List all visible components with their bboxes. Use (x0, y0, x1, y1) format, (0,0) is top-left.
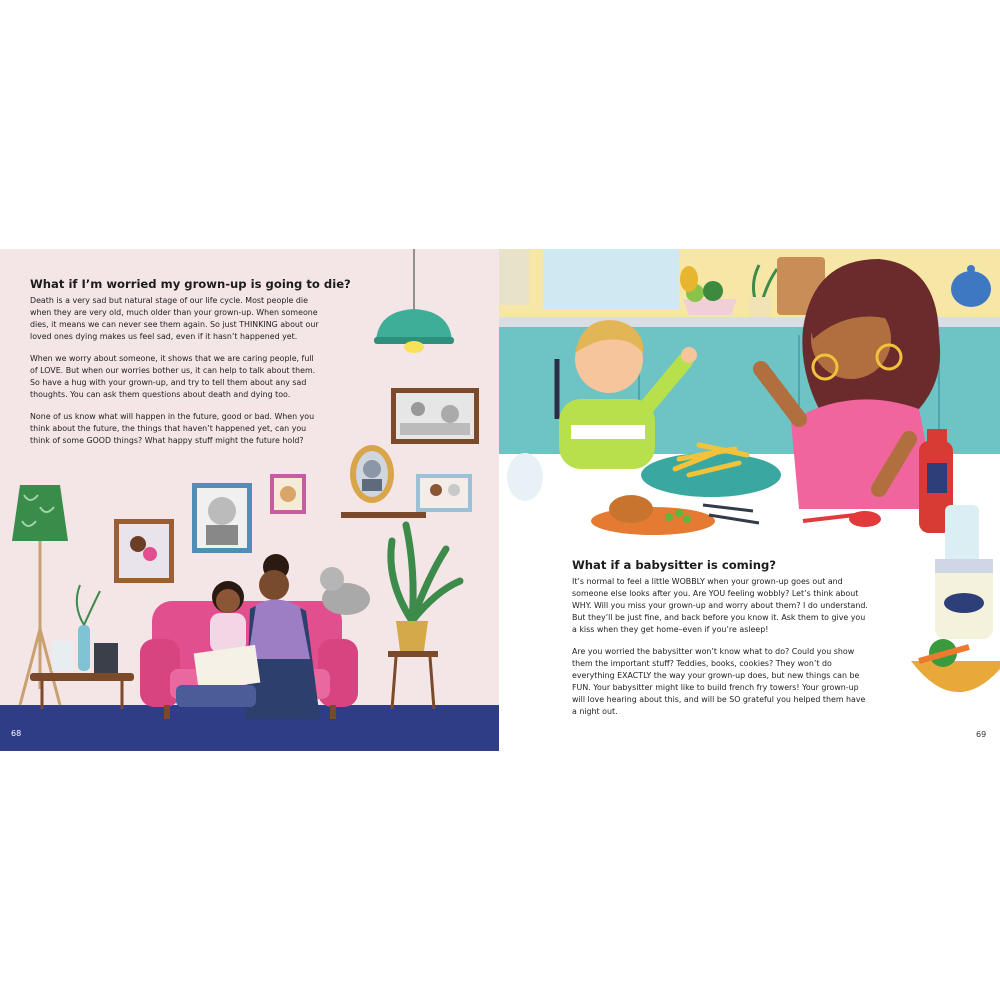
left-paragraph-3: None of us know what will happen in the future, good or bad. When you think about the future, the things that haven’t happened yet, can you think of some GOOD things? What happy stuff might the future hold? (30, 412, 315, 445)
mayonnaise-jar (935, 559, 993, 639)
right-page-heading: What if a babysitter is coming? (572, 558, 776, 572)
left-paragraph-1: Death is a very sad but natural stage of our life cycle. Most people die when they are very old, much older than your grown-up. When someone dies, it means we can never see them again. So just THINKING about our loved ones dying makes us feel sad, even if it hasn’t happened yet. (30, 296, 319, 341)
kitchen-window (543, 249, 679, 309)
left-page (0, 249, 499, 751)
right-page (499, 249, 1000, 751)
potted-plant-stand (388, 525, 460, 709)
page-number-right: 69 (976, 730, 987, 739)
page-number-left: 68 (11, 729, 22, 738)
water-glass (507, 453, 543, 501)
wall-frame-landscape (391, 388, 479, 444)
wall-frame-grandma (192, 483, 252, 553)
cat (320, 567, 370, 615)
right-paragraph-1: It’s normal to feel a little WOBBLY when your grown-up goes out and someone else looks after you. Are YOU feeling wobbly? Let’s think about WHY. Will you miss your grown-up and worry about them? I do understand. But they’ll be just fine, and back before you know it. Ask them to give you a kiss when they get home–even if you’re asleep! (572, 577, 868, 634)
wall-frame-oval-portrait (350, 445, 394, 503)
book-spread (0, 249, 1000, 751)
floor-lamp (12, 485, 68, 705)
wall-frame-grandparents (416, 474, 472, 512)
left-paragraph-2: When we worry about someone, it shows that we are caring people, full of LOVE. But when our worries bother us, it can help to talk about them. So have a hug with your grown-up, and try to tell them about any sad thoughts. You can ask them questions about death and dying too. (30, 354, 316, 399)
wall-frame-dog (270, 474, 306, 514)
left-page-heading: What if I’m worried my grown-up is going to die? (30, 277, 351, 291)
wall-shelf (341, 512, 426, 518)
glass-right (945, 505, 979, 563)
plate-of-fries (641, 453, 781, 497)
pendant-lamp (374, 249, 454, 353)
right-paragraph-2: Are you worried the babysitter won’t know what to do? Could you show them the important stuff? Teddies, books, cookies? They won’t do everything EXACTLY the way your grown-up does, but new things can be FUN. Your babysitter might like to build french fry towers! Your grown-up will love hearing about this, and will be SO grateful you helped them have a night out. (572, 647, 866, 716)
wall-frame-mother-child (114, 519, 174, 583)
